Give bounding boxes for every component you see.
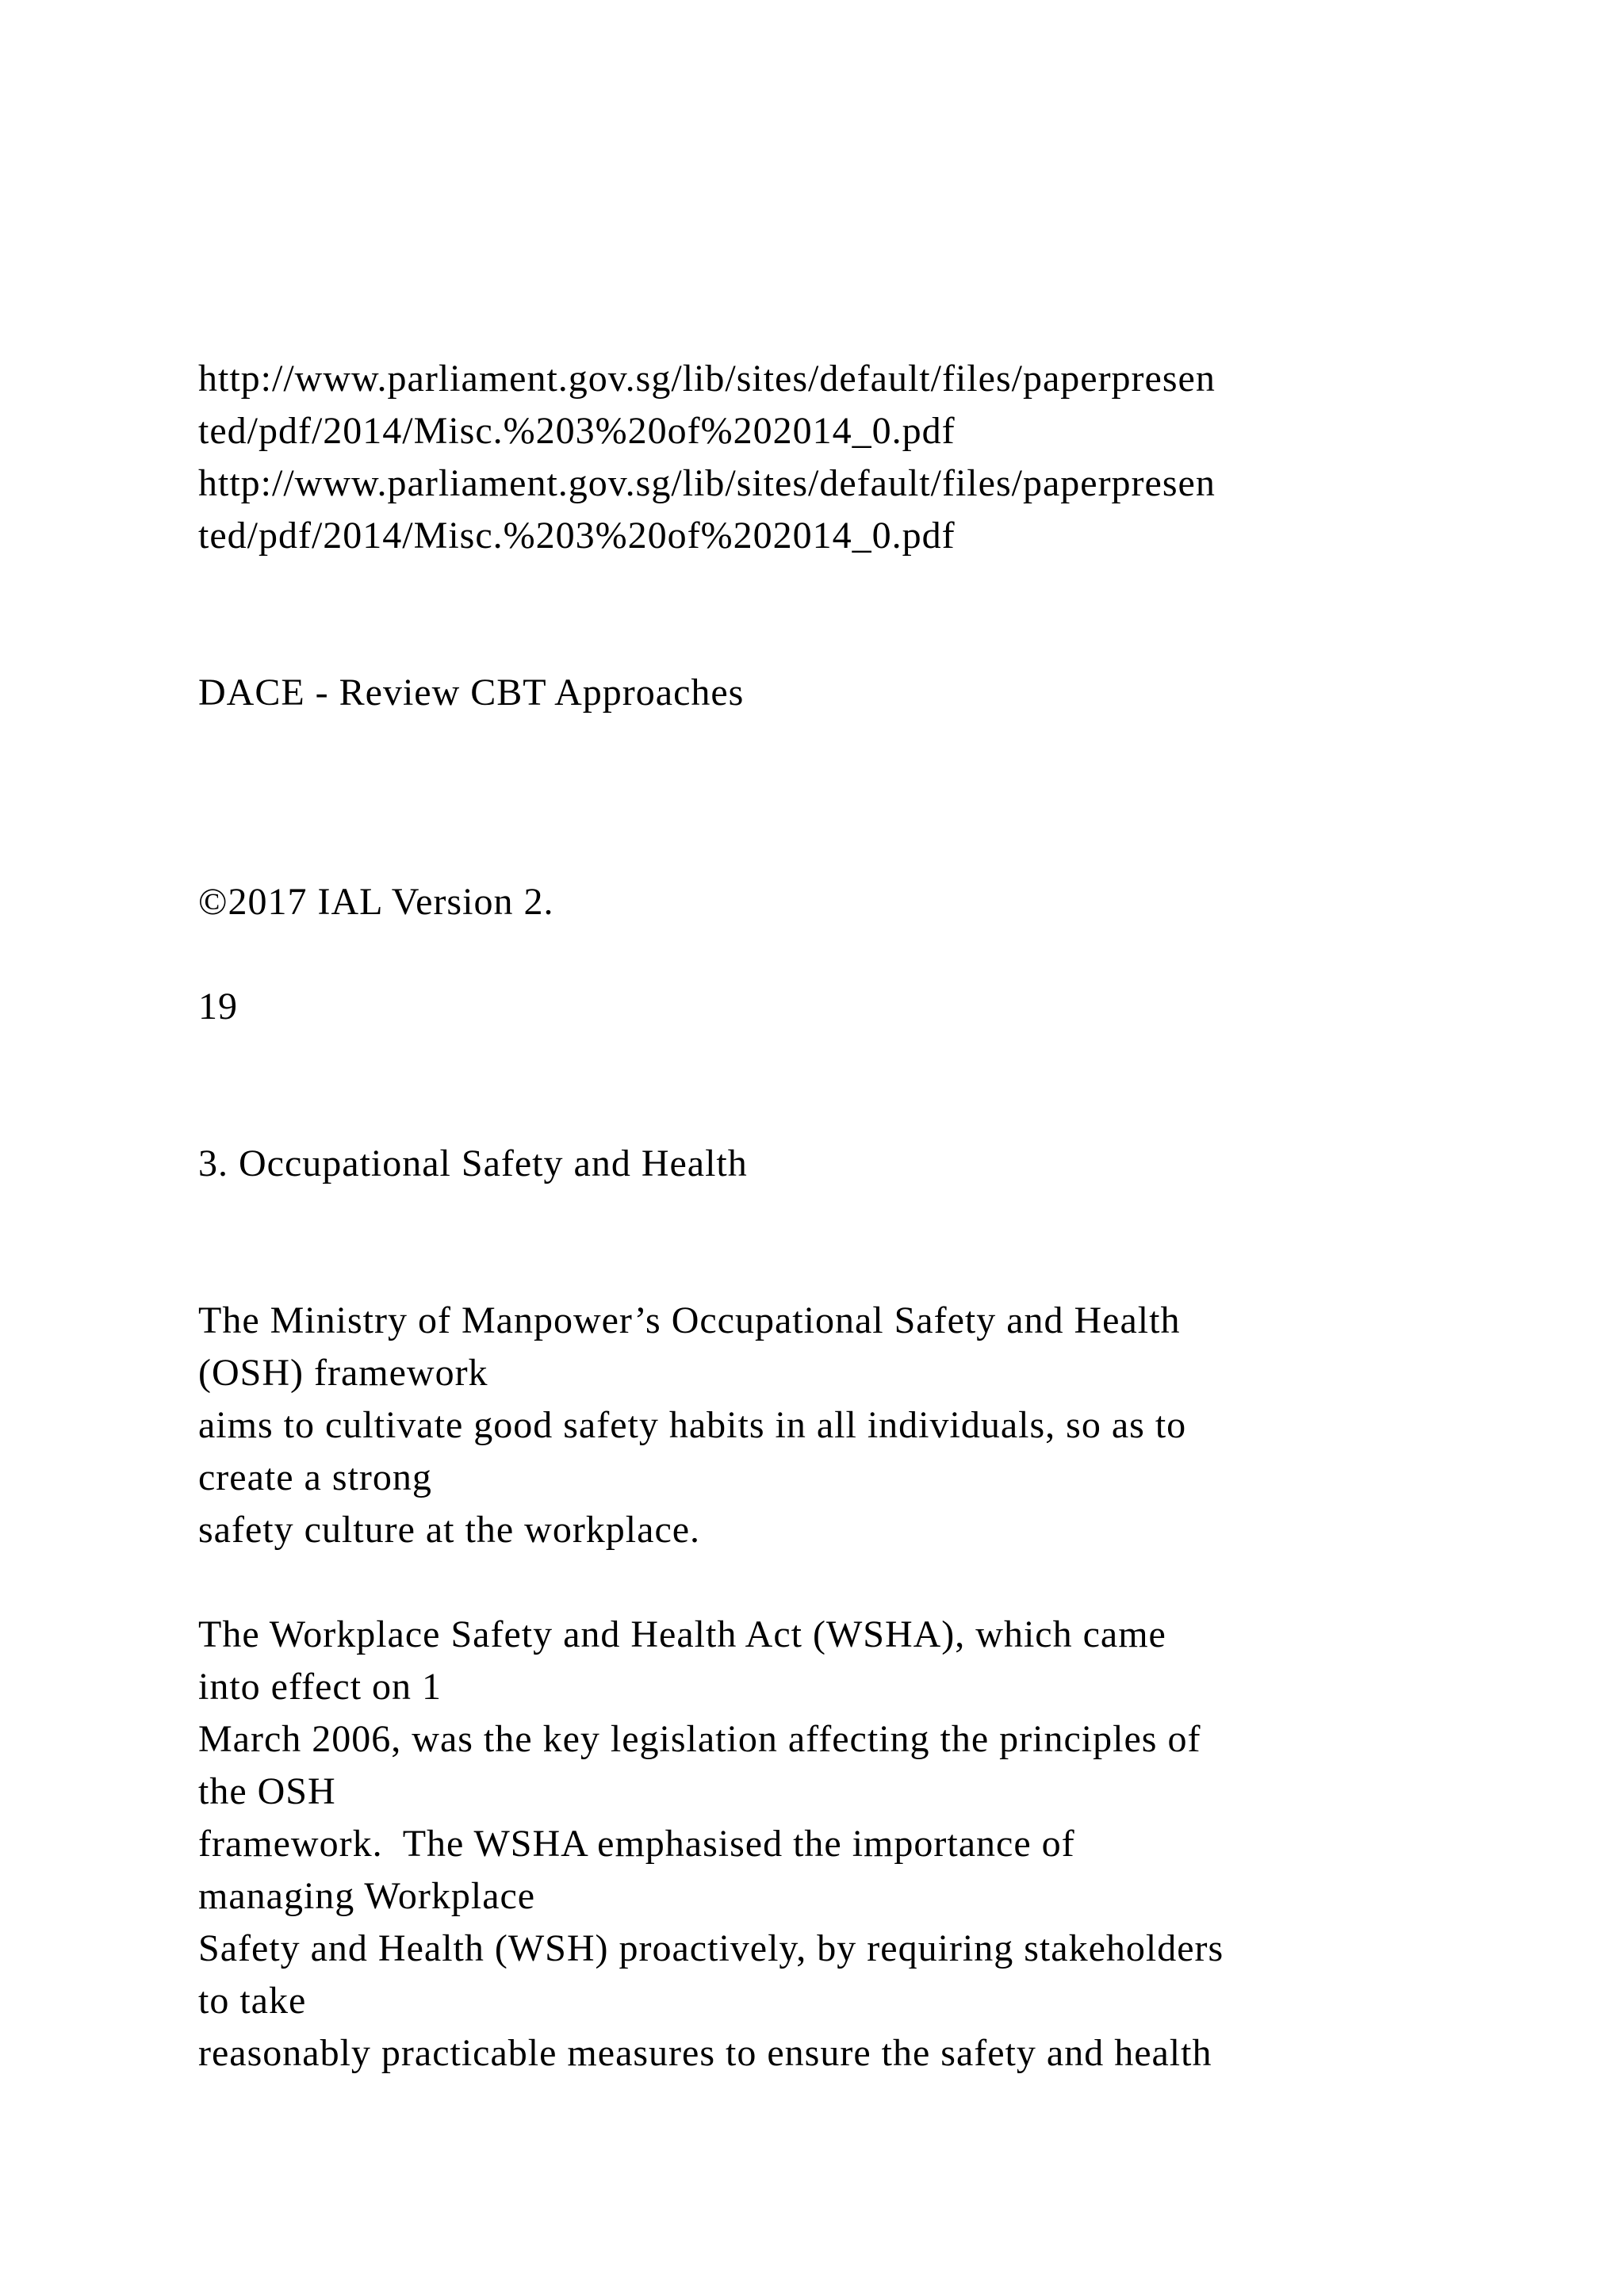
reference-link-1-line-2[interactable]: ted/pdf/2014/Misc.%203%20of%202014_0.pdf [198,410,956,452]
paragraph-line: the OSH [198,1770,336,1812]
page-number: 19 [198,985,238,1027]
paragraph-line: The Workplace Safety and Health Act (WSHA), which came [198,1613,1166,1655]
paragraph-line: March 2006, was the key legislation affecting the principles of [198,1718,1201,1760]
reference-link-1-line-1[interactable]: http://www.parliament.gov.sg/lib/sites/default/files/paperpresen [198,358,1216,400]
paragraph-line: aims to cultivate good safety habits in all individuals, so as to [198,1404,1187,1446]
copyright-notice: ©2017 IAL Version 2. [198,881,554,923]
paragraph-line: reasonably practicable measures to ensure the safety and health [198,2032,1212,2074]
reference-link-2-line-1[interactable]: http://www.parliament.gov.sg/lib/sites/default/files/paperpresen [198,462,1216,504]
reference-link-2-line-2[interactable]: ted/pdf/2014/Misc.%203%20of%202014_0.pdf [198,515,956,557]
section-heading: 3. Occupational Safety and Health [198,1142,748,1184]
paragraph-line: into effect on 1 [198,1666,442,1708]
paragraph-line: The Ministry of Manpower’s Occupational Safety and Health [198,1299,1181,1341]
paragraph-line: framework. The WSHA emphasised the importance of [198,1823,1075,1865]
paragraph-line: managing Workplace [198,1875,536,1917]
paragraph-line: Safety and Health (WSH) proactively, by requiring stakeholders [198,1927,1224,1969]
paragraph-line: (OSH) framework [198,1352,488,1394]
paragraph-line: create a strong [198,1456,432,1498]
slide-title: DACE - Review CBT Approaches [198,672,745,714]
paragraph-line: to take [198,1980,307,2022]
paragraph-line: safety culture at the workplace. [198,1509,701,1551]
